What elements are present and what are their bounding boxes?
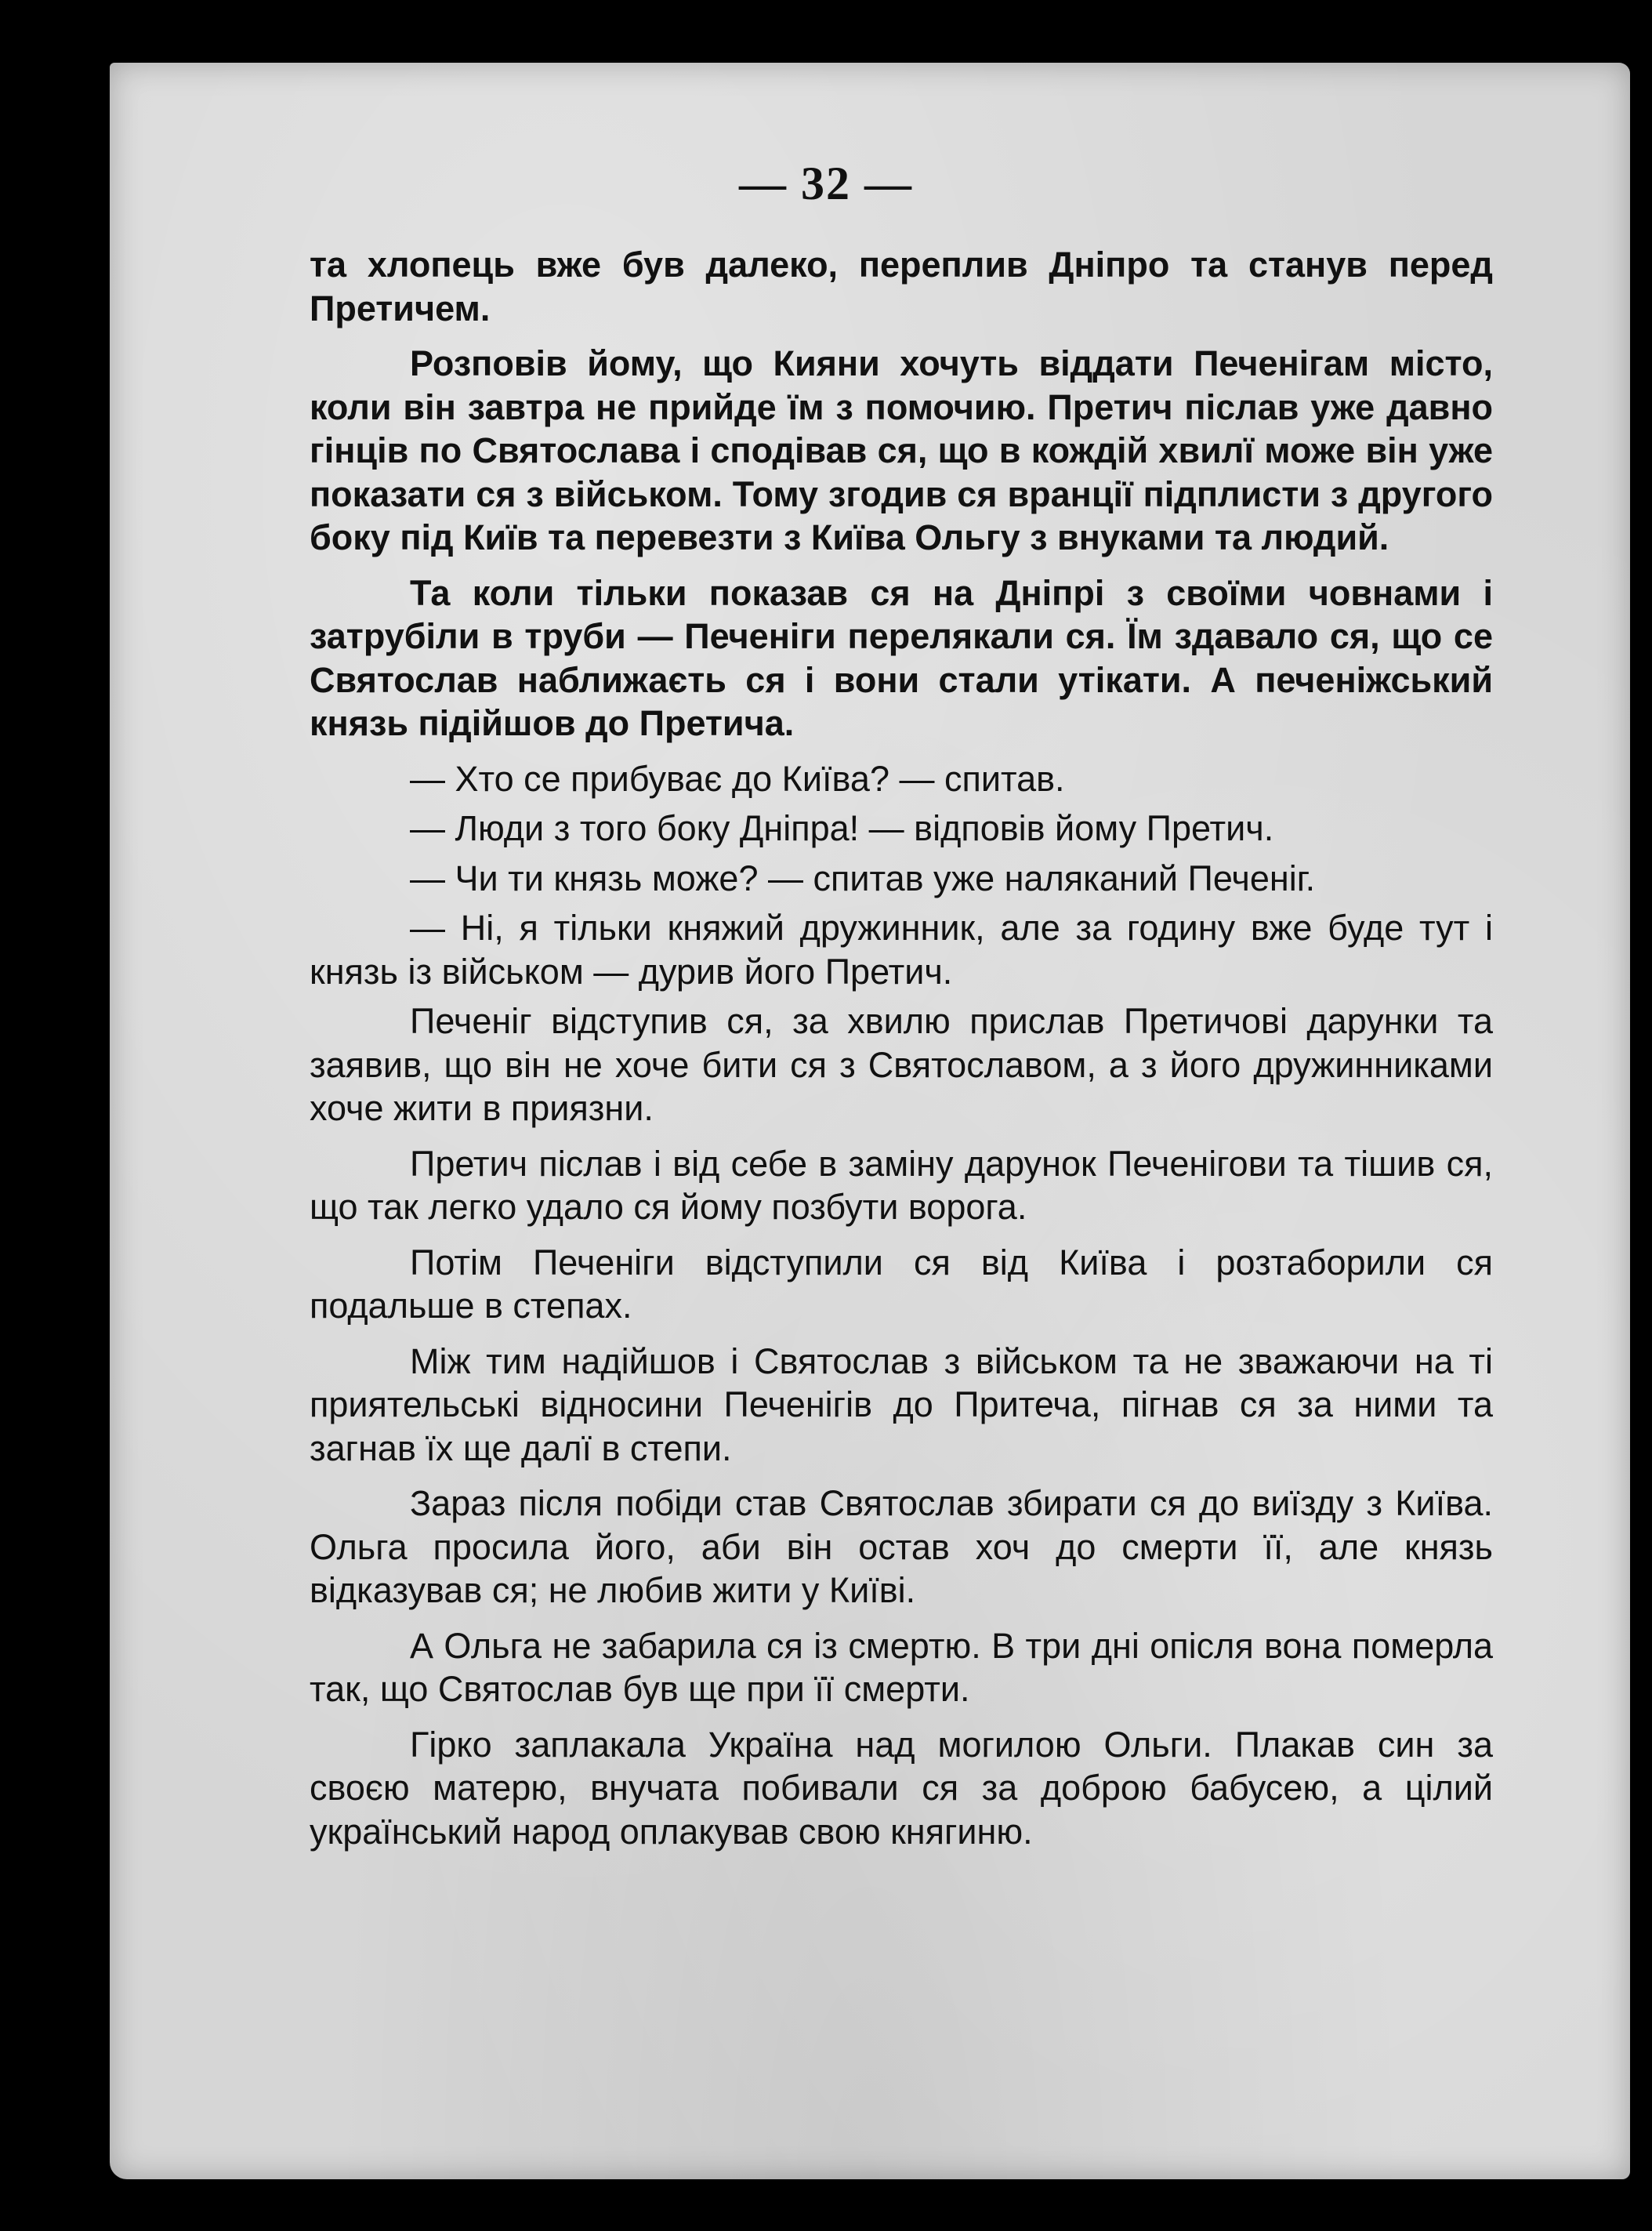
- paragraph-1: та хлопець вже був далеко, переплив Дніпро та станув перед Претичем.: [310, 245, 1493, 328]
- paragraph-13: А Ольга не забарила ся із смертю. В три дні опісля вона померла так, що Святослав був ще при її смерти.: [310, 1625, 1493, 1709]
- dialog-line-3: — Чи ти князь може? — спитав уже наляканий Печеніг.: [410, 858, 1316, 898]
- dialog-line-1: — Хто се прибуває до Київа? — спитав.: [410, 758, 1065, 799]
- paragraph-8: Печеніг відступив ся, за хвилю прислав Претичові дарунки та заявив, що він не хоче бити ся з Святославом, а з його дружинниками хоче жити в приязни.: [310, 1001, 1493, 1128]
- dialog-line-2: — Люди з того боку Дніпра! — відповів йому Претич.: [410, 808, 1274, 848]
- paragraph-2: Розповів йому, що Кияни хочуть віддати Печенігам місто, коли він завтра не прийде їм з помочию. Претич післав уже давно гінців по Святослава і сподівав ся, що в кождій хвилї може він уже показати ся з військом. Тому згодив ся вранції підплисти з другого боку під Київ та перевезти з Київа Ольгу з внуками та людий.: [310, 343, 1493, 557]
- paragraph-9: Претич післав і від себе в заміну дарунок Печенігови та тішив ся, що так легко удало ся йому позбути ворога.: [310, 1143, 1493, 1227]
- paragraph-3: Та коли тільки показав ся на Дніпрі з своїми човнами і затрубіли в труби — Печеніги перелякали ся. Їм здавало ся, що се Святослав наближаєть ся і вони стали утікати. А печеніжський князь підійшов до Претича.: [310, 572, 1493, 743]
- paragraph-11: Між тим надійшов і Святослав з військом та не зважаючи на ті приятельські відносини Печенігів до Притеча, пігнав ся за ними та загнав їх ще далї в степи.: [310, 1340, 1493, 1468]
- page-body: [310, 243, 1493, 1865]
- paragraph-10: Потім Печеніги відступили ся від Київа і розтаборили ся подальше в степах.: [310, 1242, 1493, 1326]
- page-number: — 32 —: [739, 158, 913, 209]
- dialog-line-4: — Ні, я тільки княжий дружинник, але за годину вже буде тут і князь із військом — дурив його Претич.: [310, 908, 1493, 992]
- paragraph-14: Гірко заплакала Україна над могилою Ольги. Плакав син за своєю матерю, внучата побивали ся за доброю бабусею, а цілий український народ оплакував свою княгиню.: [310, 1724, 1493, 1852]
- paragraph-12: Зараз після побіди став Святослав збирати ся до виїзду з Київа. Ольга просила його, аби він остав хоч до смерти її, але князь відказував ся; не любив жити у Київі.: [310, 1483, 1493, 1610]
